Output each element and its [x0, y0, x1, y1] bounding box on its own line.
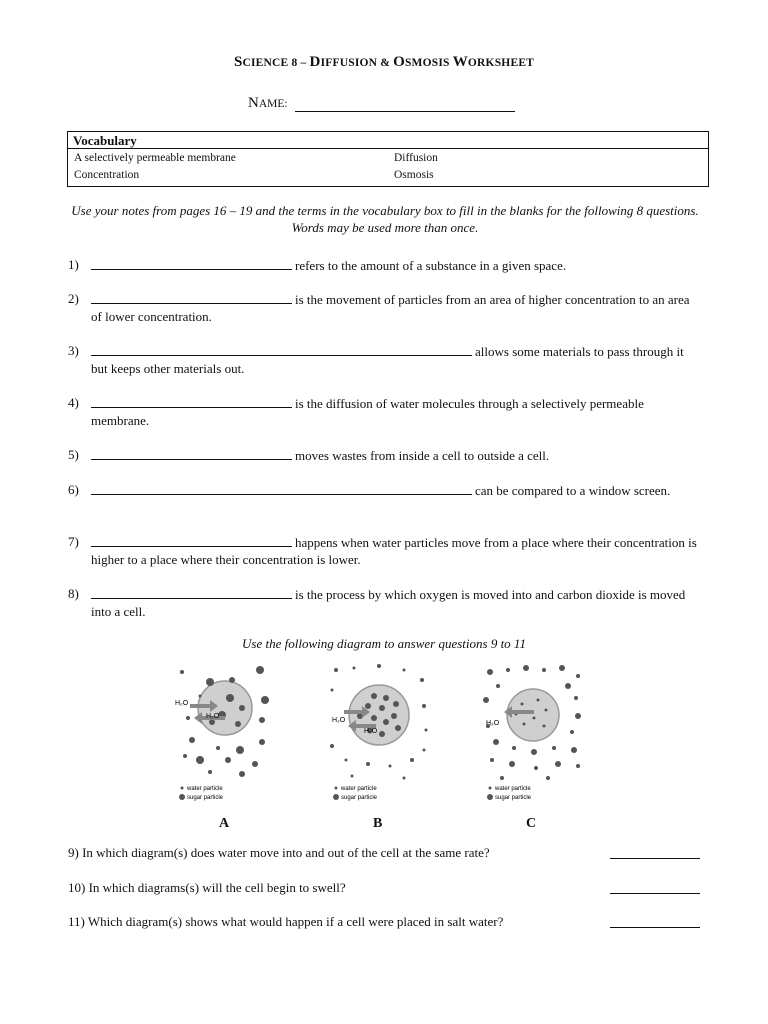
vocab-term: A selectively permeable membrane	[74, 152, 236, 164]
legend-sugar: sugar particle	[495, 795, 532, 801]
diagram-label-b: B	[373, 816, 383, 831]
h2o-label: H₂O	[175, 700, 189, 707]
instructions: Use your notes from pages 16 – 19 and the terms in the vocabulary box to fill in the blanks for the following 8 questions. Words may be used more than once.	[71, 203, 699, 235]
answer-blank[interactable]	[91, 533, 292, 547]
diagram-caption: Use the following diagram to answer questions 9 to 11	[242, 636, 526, 651]
answer-blank[interactable]	[91, 394, 292, 408]
vocabulary-box	[67, 131, 709, 187]
vocabulary-header: Vocabulary	[68, 132, 708, 149]
legend-sugar: sugar particle	[187, 795, 224, 801]
answer-blank[interactable]	[91, 290, 292, 304]
diagram-label-c: C	[526, 816, 537, 831]
answer-blank[interactable]	[610, 893, 700, 894]
diagram-c	[478, 660, 588, 805]
answer-blank[interactable]	[610, 858, 700, 859]
answer-blank[interactable]	[91, 342, 472, 356]
name-field-row: NAME:	[248, 95, 515, 112]
diagram-label-a: A	[219, 816, 230, 831]
answer-blank[interactable]	[610, 927, 700, 928]
answer-blank[interactable]	[91, 256, 292, 270]
question-9: 9) In which diagram(s) does water move into and out of the cell at the same rate?	[68, 845, 490, 860]
name-input[interactable]	[295, 97, 515, 112]
page-title: SCIENCE 8 – DIFFUSION & OSMOSIS WORKSHEET	[233, 54, 535, 70]
h2o-label: H₂O	[486, 720, 500, 727]
h2o-label: H₂O	[364, 728, 378, 735]
answer-blank[interactable]	[91, 446, 292, 460]
legend-water: water particle	[495, 786, 531, 792]
vocab-term: Concentration	[74, 169, 140, 181]
question-10: 10) In which diagrams(s) will the cell begin to swell?	[68, 880, 346, 895]
cell-membrane	[507, 689, 559, 741]
vocab-term: Diffusion	[394, 152, 438, 164]
answer-blank[interactable]	[91, 481, 472, 495]
legend-water: water particle	[341, 786, 377, 792]
vocab-term: Osmosis	[394, 169, 434, 181]
h2o-label: H₂O	[332, 717, 346, 724]
question-11: 11) Which diagram(s) shows what would happen if a cell were placed in salt water?	[68, 914, 504, 929]
answer-blank[interactable]	[91, 585, 292, 599]
legend-sugar: sugar particle	[341, 795, 378, 801]
legend-water: water particle	[187, 786, 223, 792]
diagram-a	[170, 660, 280, 805]
diagram-b	[324, 660, 434, 805]
h2o-label: H₂O	[206, 713, 220, 720]
